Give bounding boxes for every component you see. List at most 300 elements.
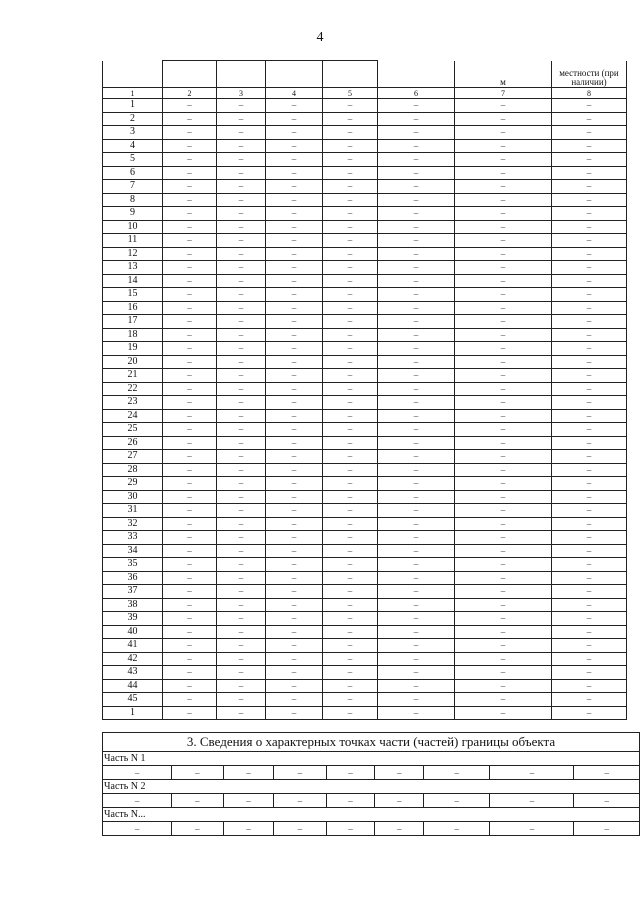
value-cell: – xyxy=(552,477,627,491)
value-cell: – xyxy=(266,261,323,275)
section-title-row xyxy=(103,733,640,752)
row-number-cell: 14 xyxy=(103,274,163,288)
value-cell: – xyxy=(378,693,455,707)
value-cell: – xyxy=(455,153,552,167)
value-cell: – xyxy=(266,328,323,342)
row-number-cell: 22 xyxy=(103,382,163,396)
value-cell: – xyxy=(378,517,455,531)
value-cell: – xyxy=(378,652,455,666)
value-cell: – xyxy=(455,301,552,315)
value-cell: – xyxy=(323,585,378,599)
value-cell: – xyxy=(266,220,323,234)
value-cell: – xyxy=(163,342,217,356)
value-cell: – xyxy=(323,531,378,545)
value-cell: – xyxy=(552,369,627,383)
value-cell: – xyxy=(455,328,552,342)
column-number-cell: 3 xyxy=(217,88,266,99)
value-cell: – xyxy=(378,355,455,369)
value-cell: – xyxy=(378,639,455,653)
value-cell: – xyxy=(455,612,552,626)
value-cell: – xyxy=(455,207,552,221)
value-cell: – xyxy=(378,342,455,356)
value-cell: – xyxy=(323,369,378,383)
value-cell: – xyxy=(163,112,217,126)
value-cell: – xyxy=(163,220,217,234)
value-cell: – xyxy=(266,180,323,194)
value-cell: – xyxy=(163,153,217,167)
value-cell: – xyxy=(217,315,266,329)
value-cell: – xyxy=(455,531,552,545)
value-cell: – xyxy=(323,234,378,248)
value-cell: – xyxy=(323,315,378,329)
value-cell: – xyxy=(217,342,266,356)
value-cell: – xyxy=(217,693,266,707)
value-cell: – xyxy=(378,571,455,585)
value-cell: – xyxy=(163,423,217,437)
value-cell: – xyxy=(163,315,217,329)
value-cell: – xyxy=(552,652,627,666)
row-number-cell: 1 xyxy=(103,706,163,720)
value-cell: – xyxy=(323,706,378,720)
value-cell: – xyxy=(266,153,323,167)
value-cell: – xyxy=(163,504,217,518)
value-cell: – xyxy=(552,423,627,437)
value-cell: – xyxy=(378,301,455,315)
value-cell: – xyxy=(323,666,378,680)
table-row xyxy=(103,274,627,288)
value-cell: – xyxy=(552,450,627,464)
value-cell: – xyxy=(163,207,217,221)
value-cell: – xyxy=(163,274,217,288)
value-cell: – xyxy=(163,625,217,639)
value-cell: – xyxy=(266,423,323,437)
value-cell: – xyxy=(217,706,266,720)
value-cell: – xyxy=(552,328,627,342)
row-number-cell: 5 xyxy=(103,153,163,167)
value-cell: – xyxy=(266,288,323,302)
value-cell: – xyxy=(163,571,217,585)
row-number-cell: 42 xyxy=(103,652,163,666)
value-cell: – xyxy=(266,504,323,518)
part-label: Часть N... xyxy=(103,808,640,822)
value-cell: – xyxy=(266,571,323,585)
table-row xyxy=(103,571,627,585)
value-cell: – xyxy=(217,436,266,450)
value-cell: – xyxy=(163,261,217,275)
value-cell: – xyxy=(323,652,378,666)
value-cell: – xyxy=(552,639,627,653)
value-cell: – xyxy=(223,794,274,808)
value-cell: – xyxy=(323,112,378,126)
table-row xyxy=(103,288,627,302)
table-row xyxy=(103,355,627,369)
value-cell: – xyxy=(163,355,217,369)
table-row xyxy=(103,490,627,504)
value-cell: – xyxy=(378,612,455,626)
value-cell: – xyxy=(378,234,455,248)
value-cell: – xyxy=(217,234,266,248)
row-number-cell: 7 xyxy=(103,180,163,194)
table-row xyxy=(103,126,627,140)
value-cell: – xyxy=(217,193,266,207)
value-cell: – xyxy=(552,463,627,477)
value-cell: – xyxy=(552,288,627,302)
value-cell: – xyxy=(163,679,217,693)
value-cell: – xyxy=(217,207,266,221)
value-cell: – xyxy=(266,436,323,450)
value-cell: – xyxy=(163,166,217,180)
value-cell: – xyxy=(455,436,552,450)
value-cell: – xyxy=(323,517,378,531)
value-cell: – xyxy=(266,193,323,207)
value-cell: – xyxy=(217,180,266,194)
value-cell: – xyxy=(163,463,217,477)
value-cell: – xyxy=(378,288,455,302)
value-cell: – xyxy=(455,274,552,288)
value-cell: – xyxy=(455,288,552,302)
value-cell: – xyxy=(378,193,455,207)
value-cell: – xyxy=(455,625,552,639)
header-cell: местности (при наличии) xyxy=(552,61,627,88)
value-cell: – xyxy=(217,301,266,315)
value-cell: – xyxy=(574,766,640,780)
value-cell: – xyxy=(552,166,627,180)
value-cell: – xyxy=(323,328,378,342)
value-cell: – xyxy=(552,274,627,288)
value-cell: – xyxy=(217,112,266,126)
value-cell: – xyxy=(266,409,323,423)
value-cell: – xyxy=(378,112,455,126)
row-number-cell: 38 xyxy=(103,598,163,612)
value-cell: – xyxy=(424,822,490,836)
value-cell: – xyxy=(266,274,323,288)
row-number-cell: 26 xyxy=(103,436,163,450)
value-cell: – xyxy=(223,822,274,836)
value-cell: – xyxy=(323,301,378,315)
row-number-cell: 33 xyxy=(103,531,163,545)
value-cell: – xyxy=(266,301,323,315)
table-row xyxy=(103,112,627,126)
value-cell: – xyxy=(552,234,627,248)
header-row xyxy=(103,61,627,88)
table-row xyxy=(103,261,627,275)
value-cell: – xyxy=(266,234,323,248)
value-cell: – xyxy=(323,261,378,275)
value-cell: – xyxy=(217,396,266,410)
value-cell: – xyxy=(217,247,266,261)
header-cell xyxy=(323,61,378,88)
value-cell: – xyxy=(378,477,455,491)
row-number-cell: 12 xyxy=(103,247,163,261)
value-cell: – xyxy=(266,463,323,477)
value-cell: – xyxy=(266,706,323,720)
row-number-cell: 44 xyxy=(103,679,163,693)
table-row xyxy=(103,139,627,153)
value-cell: – xyxy=(455,571,552,585)
value-cell: – xyxy=(552,153,627,167)
value-cell: – xyxy=(552,99,627,113)
value-cell: – xyxy=(490,794,574,808)
row-number-cell: 37 xyxy=(103,585,163,599)
value-cell: – xyxy=(266,382,323,396)
value-cell: – xyxy=(266,666,323,680)
column-number-cell: 2 xyxy=(163,88,217,99)
table-row xyxy=(103,153,627,167)
value-cell: – xyxy=(323,288,378,302)
value-cell: – xyxy=(455,220,552,234)
table-row xyxy=(103,301,627,315)
row-number-cell: 30 xyxy=(103,490,163,504)
row-number-cell: 10 xyxy=(103,220,163,234)
table-row xyxy=(103,436,627,450)
value-cell: – xyxy=(326,794,375,808)
part-label: Часть N 1 xyxy=(103,752,640,766)
value-cell: – xyxy=(163,612,217,626)
column-number-cell: 7 xyxy=(455,88,552,99)
value-cell: – xyxy=(552,180,627,194)
table-row xyxy=(103,693,627,707)
value-cell: – xyxy=(163,409,217,423)
parts-points-table xyxy=(102,732,640,836)
part-values-row xyxy=(103,766,640,780)
table-row xyxy=(103,625,627,639)
value-cell: – xyxy=(323,274,378,288)
value-cell: – xyxy=(378,490,455,504)
part-label: Часть N 2 xyxy=(103,780,640,794)
section-title: 3. Сведения о характерных точках части (частей) границы объекта xyxy=(103,733,640,752)
value-cell: – xyxy=(552,315,627,329)
value-cell: – xyxy=(490,822,574,836)
value-cell: – xyxy=(455,369,552,383)
value-cell: – xyxy=(217,585,266,599)
value-cell: – xyxy=(378,382,455,396)
value-cell: – xyxy=(323,423,378,437)
value-cell: – xyxy=(163,544,217,558)
value-cell: – xyxy=(323,166,378,180)
row-number-cell: 45 xyxy=(103,693,163,707)
value-cell: – xyxy=(378,207,455,221)
row-number-cell: 23 xyxy=(103,396,163,410)
value-cell: – xyxy=(323,396,378,410)
value-cell: – xyxy=(163,639,217,653)
value-cell: – xyxy=(378,450,455,464)
row-number-cell: 41 xyxy=(103,639,163,653)
value-cell: – xyxy=(552,409,627,423)
value-cell: – xyxy=(323,693,378,707)
value-cell: – xyxy=(274,822,326,836)
value-cell: – xyxy=(455,463,552,477)
value-cell: – xyxy=(323,504,378,518)
value-cell: – xyxy=(326,766,375,780)
value-cell: – xyxy=(266,342,323,356)
boundary-points-table xyxy=(102,60,627,720)
row-number-cell: 40 xyxy=(103,625,163,639)
value-cell: – xyxy=(163,693,217,707)
value-cell: – xyxy=(455,598,552,612)
row-number-cell: 15 xyxy=(103,288,163,302)
value-cell: – xyxy=(266,531,323,545)
value-cell: – xyxy=(378,436,455,450)
table-row xyxy=(103,558,627,572)
value-cell: – xyxy=(552,598,627,612)
value-cell: – xyxy=(323,625,378,639)
header-cell xyxy=(217,61,266,88)
value-cell: – xyxy=(455,706,552,720)
value-cell: – xyxy=(163,328,217,342)
value-cell: – xyxy=(552,342,627,356)
value-cell: – xyxy=(378,531,455,545)
value-cell: – xyxy=(326,822,375,836)
row-number-cell: 35 xyxy=(103,558,163,572)
value-cell: – xyxy=(323,477,378,491)
value-cell: – xyxy=(455,193,552,207)
value-cell: – xyxy=(552,517,627,531)
table-row xyxy=(103,409,627,423)
column-number-cell: 8 xyxy=(552,88,627,99)
row-number-cell: 18 xyxy=(103,328,163,342)
table-row xyxy=(103,639,627,653)
value-cell: – xyxy=(552,625,627,639)
value-cell: – xyxy=(455,477,552,491)
table-row xyxy=(103,504,627,518)
value-cell: – xyxy=(323,153,378,167)
value-cell: – xyxy=(552,558,627,572)
table-row xyxy=(103,207,627,221)
value-cell: – xyxy=(266,639,323,653)
value-cell: – xyxy=(378,504,455,518)
value-cell: – xyxy=(552,571,627,585)
value-cell: – xyxy=(163,234,217,248)
value-cell: – xyxy=(274,794,326,808)
value-cell: – xyxy=(552,355,627,369)
value-cell: – xyxy=(552,544,627,558)
value-cell: – xyxy=(217,328,266,342)
row-number-cell: 25 xyxy=(103,423,163,437)
value-cell: – xyxy=(378,463,455,477)
table-row xyxy=(103,666,627,680)
row-number-cell: 34 xyxy=(103,544,163,558)
value-cell: – xyxy=(163,558,217,572)
row-number-cell: 13 xyxy=(103,261,163,275)
value-cell: – xyxy=(266,450,323,464)
value-cell: – xyxy=(455,679,552,693)
table-row xyxy=(103,544,627,558)
value-cell: – xyxy=(378,328,455,342)
value-cell: – xyxy=(455,585,552,599)
value-cell: – xyxy=(274,766,326,780)
value-cell: – xyxy=(217,490,266,504)
row-number-cell: 9 xyxy=(103,207,163,221)
value-cell: – xyxy=(455,261,552,275)
value-cell: – xyxy=(375,766,424,780)
value-cell: – xyxy=(217,261,266,275)
value-cell: – xyxy=(552,193,627,207)
row-number-cell: 11 xyxy=(103,234,163,248)
value-cell: – xyxy=(163,396,217,410)
value-cell: – xyxy=(266,693,323,707)
value-cell: – xyxy=(217,598,266,612)
part-label-row xyxy=(103,780,640,794)
value-cell: – xyxy=(163,652,217,666)
value-cell: – xyxy=(217,504,266,518)
value-cell: – xyxy=(172,822,224,836)
row-number-cell: 43 xyxy=(103,666,163,680)
column-number-cell: 4 xyxy=(266,88,323,99)
value-cell: – xyxy=(163,369,217,383)
value-cell: – xyxy=(552,382,627,396)
value-cell: – xyxy=(378,220,455,234)
value-cell: – xyxy=(163,450,217,464)
value-cell: – xyxy=(217,126,266,140)
value-cell: – xyxy=(552,396,627,410)
value-cell: – xyxy=(103,794,172,808)
row-number-cell: 6 xyxy=(103,166,163,180)
value-cell: – xyxy=(552,585,627,599)
row-number-cell: 16 xyxy=(103,301,163,315)
value-cell: – xyxy=(378,261,455,275)
table-row xyxy=(103,531,627,545)
value-cell: – xyxy=(552,247,627,261)
value-cell: – xyxy=(217,139,266,153)
value-cell: – xyxy=(424,794,490,808)
value-cell: – xyxy=(217,558,266,572)
table-row xyxy=(103,423,627,437)
value-cell: – xyxy=(378,247,455,261)
value-cell: – xyxy=(455,126,552,140)
value-cell: – xyxy=(552,112,627,126)
value-cell: – xyxy=(266,99,323,113)
value-cell: – xyxy=(172,766,224,780)
value-cell: – xyxy=(217,639,266,653)
value-cell: – xyxy=(323,436,378,450)
value-cell: – xyxy=(552,679,627,693)
column-number-cell: 5 xyxy=(323,88,378,99)
value-cell: – xyxy=(217,220,266,234)
value-cell: – xyxy=(323,450,378,464)
value-cell: – xyxy=(574,822,640,836)
value-cell: – xyxy=(323,355,378,369)
value-cell: – xyxy=(455,544,552,558)
value-cell: – xyxy=(378,369,455,383)
value-cell: – xyxy=(266,598,323,612)
value-cell: – xyxy=(378,558,455,572)
value-cell: – xyxy=(455,666,552,680)
table-row xyxy=(103,679,627,693)
value-cell: – xyxy=(378,180,455,194)
value-cell: – xyxy=(266,396,323,410)
row-number-cell: 20 xyxy=(103,355,163,369)
value-cell: – xyxy=(323,247,378,261)
value-cell: – xyxy=(323,180,378,194)
row-number-cell: 39 xyxy=(103,612,163,626)
value-cell: – xyxy=(378,706,455,720)
value-cell: – xyxy=(552,126,627,140)
value-cell: – xyxy=(217,477,266,491)
value-cell: – xyxy=(455,423,552,437)
value-cell: – xyxy=(163,126,217,140)
value-cell: – xyxy=(217,517,266,531)
value-cell: – xyxy=(323,139,378,153)
value-cell: – xyxy=(323,193,378,207)
value-cell: – xyxy=(266,166,323,180)
value-cell: – xyxy=(455,396,552,410)
value-cell: – xyxy=(266,207,323,221)
value-cell: – xyxy=(378,679,455,693)
table-row xyxy=(103,193,627,207)
value-cell: – xyxy=(323,571,378,585)
table-row xyxy=(103,396,627,410)
table-row xyxy=(103,598,627,612)
